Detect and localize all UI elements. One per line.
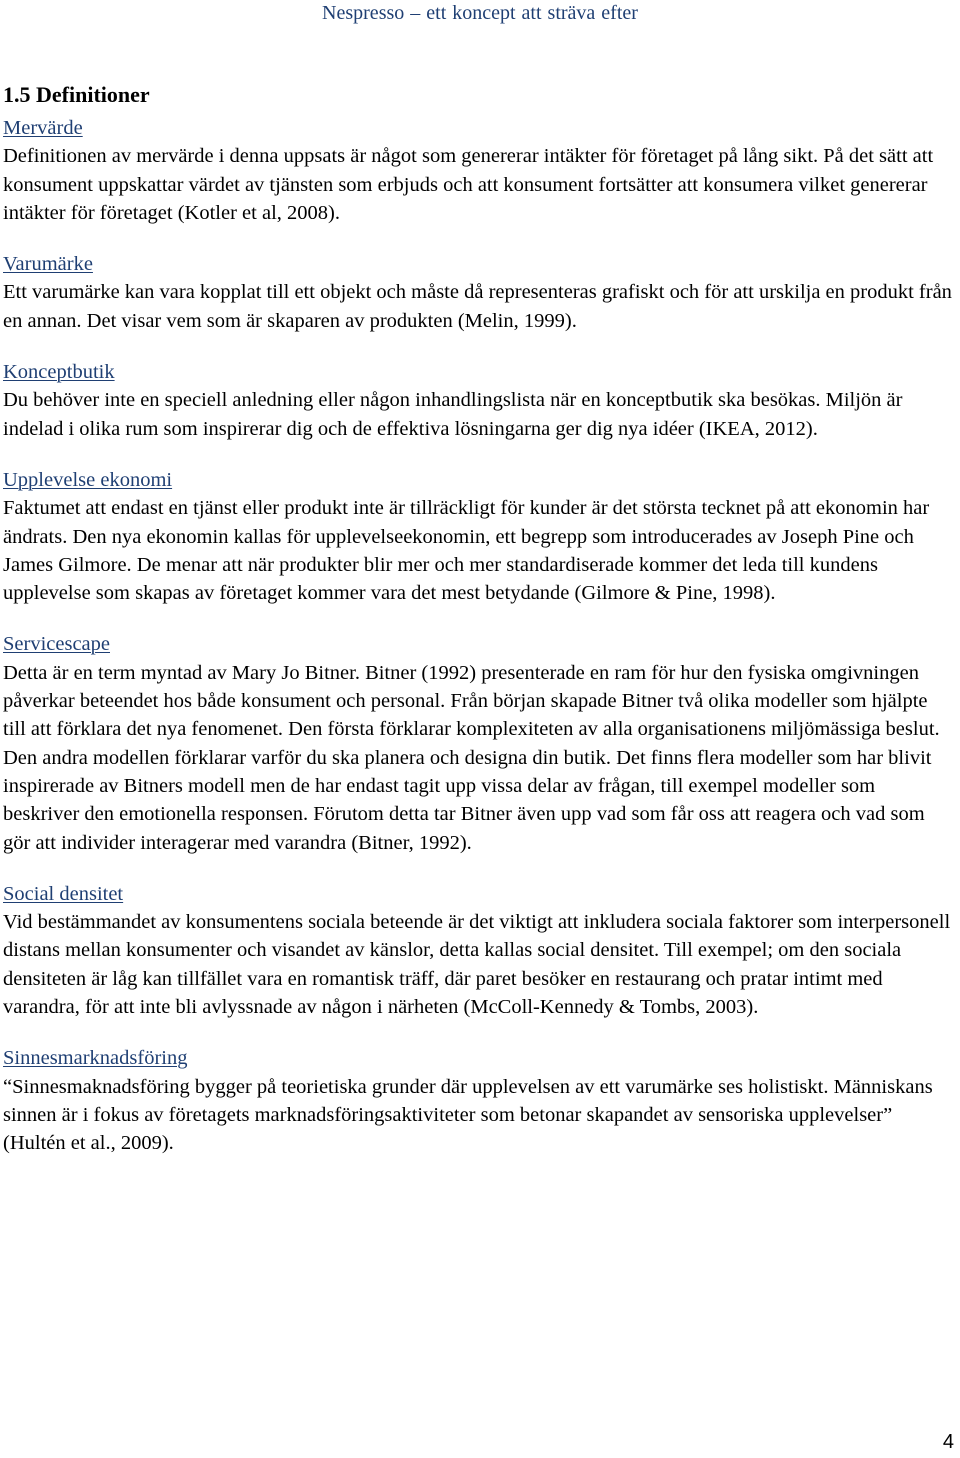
definition-text: “Sinnesmaknadsföring bygger på teorietiska grunder där upplevelsen av ett varumärke ses holistiskt. Människans sinnen är i fokus av företagets marknadsföringsaktiviteter som betonar skapandet av sensoriska upplevelser” (Hultén et al., 2009).: [3, 1075, 933, 1155]
definition-konceptbutik: [3, 358, 953, 443]
page-content: [3, 80, 953, 1181]
page-number: 4: [942, 1431, 954, 1453]
definition-social-densitet: [3, 880, 953, 1021]
definition-term: Upplevelse ekonomi: [3, 468, 173, 491]
running-header: Nespresso – ett koncept att sträva efter: [322, 2, 638, 24]
definition-text: Du behöver inte en speciell anledning eller någon inhandlingslista när en konceptbutik ska besökas. Miljön är indelad i olika rum som inspirerar dig och de effektiva lösningarna ger dig nya idéer (IKEA, 2012).: [3, 389, 903, 440]
definition-sinnesmarknadsforing: [3, 1044, 953, 1157]
definition-term: Sinnesmarknadsföring: [3, 1047, 188, 1070]
section-heading: 1.5 Definitioner: [3, 82, 150, 107]
definition-text: Definitionen av mervärde i denna uppsats är något som genererar intäkter för företaget på lång sikt. På det sätt att konsument uppskattar värdet av tjänsten som erbjuds och att konsument fortsätter att konsumera vilket genererar intäkter för företaget (Kotler et al, 2008).: [3, 145, 934, 224]
definition-mervarde: [3, 114, 953, 227]
definition-text: Detta är en term myntad av Mary Jo Bitner. Bitner (1992) presenterade en ram för hur den fysiska omgivningen påverkar beteendet hos både konsument och personal. Från början skapade Bitner två olika modeller som hjälpte till att förklara det nya fenomenet. Den första förklarar komplexiteten av alla organisationens miljömässiga beslut. Den andra modellen förklarar varför du ska planera och designa din butik. Det finns flera modeller som har blivit inspirerade av Bitners modell men de har endast tagit upp vissa delar av frågan, till exempel modeller som beskriver den emotionella responsen. Förutom detta tar Bitner även upp vad som får oss att reagera och vad som gör att individer interagerar med varandra (Bitner, 1992).: [3, 661, 940, 854]
definition-text: Faktumet att endast en tjänst eller produkt inte är tillräckligt för kunder är det största tecknet på att ekonomin har ändrats. Den nya ekonomin kallas för upplevelseekonomin, ett begrepp som introducerades av Joseph Pine och James Gilmore. De menar att när produkter blir mer och mer standardiserade kommer det leda till kundens upplevelse som skapas av företaget kommer vara det mest betydande (Gilmore & Pine, 1998).: [3, 497, 930, 605]
definition-servicescape: [3, 630, 953, 856]
definition-term: Varumärke: [3, 253, 93, 276]
definition-text: Ett varumärke kan vara kopplat till ett objekt och måste då representeras grafiskt och för att urskilja en produkt från en annan. Det visar vem som är skaparen av produkten (Melin, 1999).: [3, 281, 952, 332]
definition-term: Mervärde: [3, 117, 83, 139]
definition-text: Vid bestämmandet av konsumentens sociala beteende är det viktigt att inkludera sociala faktorer som interpersonell distans mellan konsumenter och visandet av känslor, detta kallas social densitet. Till exempel; om den sociala densiteten är låg kan tillfället vara en romantisk träff, där paret besöker en restaurang och pratar intimt med varandra, för att inte bli avlyssnade av någon i närheten (McColl-Kennedy & Tombs, 2003).: [3, 911, 951, 1019]
definition-upplevelse-ekonomi: [3, 466, 953, 607]
definition-term: Servicescape: [3, 633, 110, 656]
definition-varumarke: [3, 250, 953, 335]
definition-term: Social densitet: [3, 882, 124, 905]
definition-term: Konceptbutik: [3, 361, 115, 384]
